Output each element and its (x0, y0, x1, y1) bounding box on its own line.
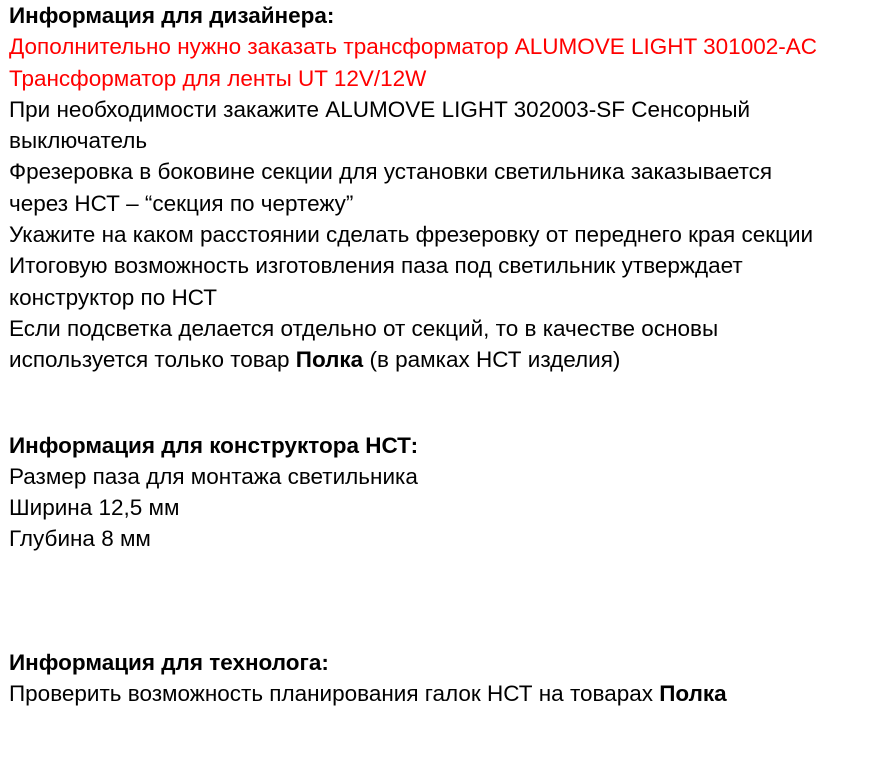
base-note-suffix: (в рамках НСТ изделия) (363, 347, 621, 373)
sensor-switch-note-2: выключатель (9, 128, 148, 154)
document-body (9, 0, 871, 709)
shelf-product-name: Полка (659, 681, 727, 707)
shelf-product-name: Полка (295, 347, 364, 373)
base-note-2 (9, 344, 871, 375)
technologist-heading: Информация для технолога: (9, 649, 329, 675)
milling-note: Фрезеровка в боковине секции для установки светильника заказывается (9, 159, 773, 185)
constructor-section (9, 430, 871, 555)
technologist-section (9, 647, 871, 710)
planning-note (9, 678, 871, 709)
section-spacer (9, 555, 871, 647)
base-note-prefix: используется только товар (9, 347, 296, 373)
planning-note-prefix: Проверить возможность планирования галок НСТ на товарах (9, 681, 660, 707)
groove-width: Ширина 12,5 мм (9, 495, 180, 521)
groove-size-note: Размер паза для монтажа светильника (9, 463, 418, 489)
transformer-note: Дополнительно нужно заказать трансформатор ALUMOVE LIGHT 301002-AC (9, 34, 817, 60)
milling-note-2: через НСТ – “секция по чертежу” (9, 190, 354, 216)
transformer-note-2: Трансформатор для ленты UT 12V/12W (9, 65, 427, 91)
section-spacer (9, 376, 871, 430)
base-note: Если подсветка делается отдельно от секций, то в качестве основы (9, 315, 719, 341)
designer-heading: Информация для дизайнера: (9, 3, 335, 28)
constructor-heading: Информация для конструктора НСТ: (9, 432, 419, 458)
sensor-switch-note: При необходимости закажите ALUMOVE LIGHT 302003-SF Сенсорный (9, 96, 751, 122)
distance-note: Укажите на каком расстоянии сделать фрезеровку от переднего края секции (9, 222, 814, 248)
approval-note: Итоговую возможность изготовления паза под светильник утверждает (9, 253, 743, 279)
approval-note-2: конструктор по НСТ (9, 284, 217, 310)
groove-depth: Глубина 8 мм (9, 526, 151, 552)
designer-section (9, 0, 871, 376)
